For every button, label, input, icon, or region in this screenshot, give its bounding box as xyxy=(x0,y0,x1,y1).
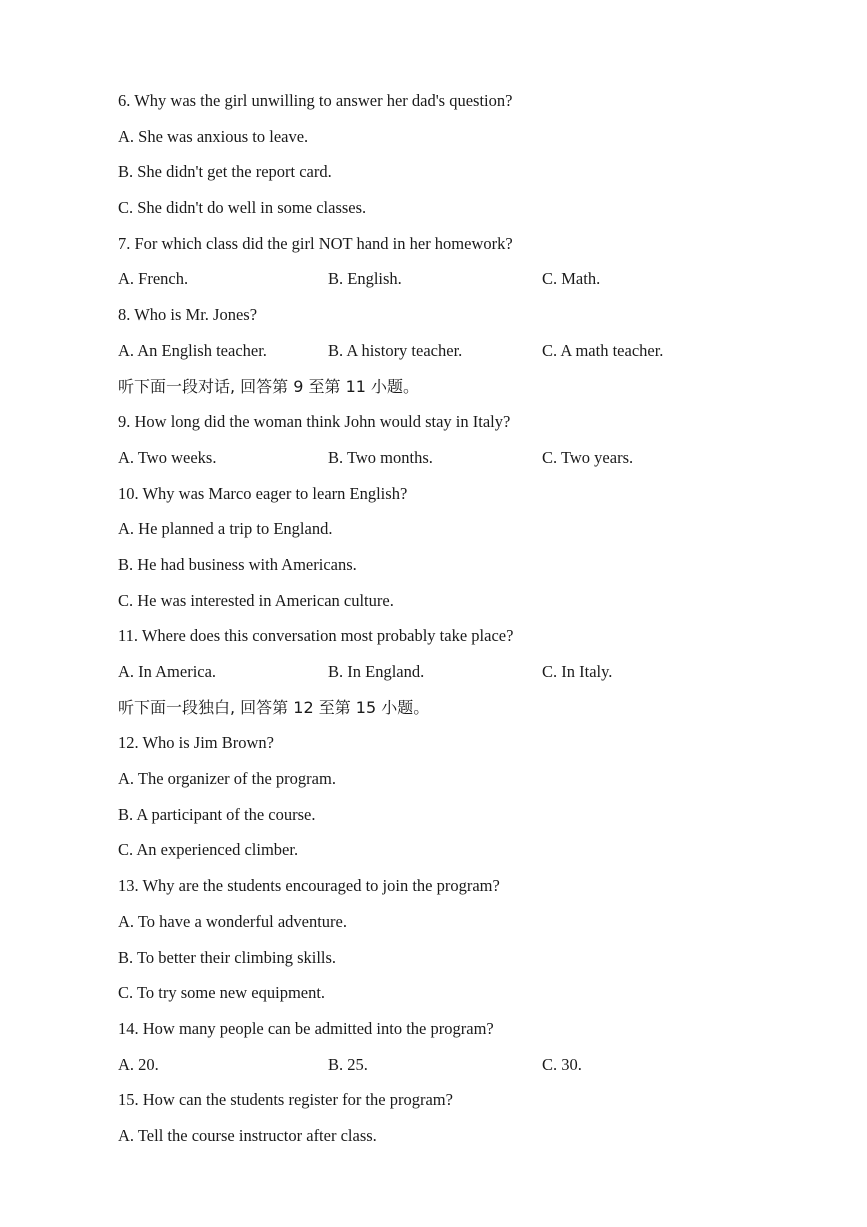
section-instruction: 听下面一段独白, 回答第 12 至第 15 小题。 xyxy=(118,697,430,717)
option-text: A. He planned a trip to England. xyxy=(118,519,333,539)
option-text: C. To try some new equipment. xyxy=(118,983,326,1003)
option-text: B. A participant of the course. xyxy=(118,804,316,824)
option-b: B. 25. xyxy=(328,1054,368,1074)
option-a: A. Two weeks. xyxy=(118,447,217,467)
option-text: B. To better their climbing skills. xyxy=(118,947,337,967)
question-text: 10. Why was Marco eager to learn English? xyxy=(118,483,408,503)
option-row xyxy=(118,447,818,483)
option-c: C. In Italy. xyxy=(542,662,613,681)
option-row xyxy=(118,268,818,304)
option-text: A. The organizer of the program. xyxy=(118,769,336,789)
option-text: B. She didn't get the report card. xyxy=(118,162,332,182)
question-text: 12. Who is Jim Brown? xyxy=(118,733,274,753)
question-text: 7. For which class did the girl NOT hand in her homework? xyxy=(118,233,513,253)
option-row xyxy=(118,340,818,376)
option-row xyxy=(118,1054,818,1090)
option-b: B. In England. xyxy=(328,662,425,681)
option-text: C. She didn't do well in some classes. xyxy=(118,198,367,218)
question-text: 9. How long did the woman think John would stay in Italy? xyxy=(118,412,511,432)
option-row xyxy=(118,661,818,697)
option-text: A. Tell the course instructor after class. xyxy=(118,1125,377,1145)
option-text: A. She was anxious to leave. xyxy=(118,126,309,146)
question-text: 13. Why are the students encouraged to join the program? xyxy=(118,876,500,896)
option-text: A. To have a wonderful adventure. xyxy=(118,911,348,931)
option-a: A. An English teacher. xyxy=(118,340,267,360)
question-text: 15. How can the students register for the program? xyxy=(118,1090,453,1110)
option-b: B. A history teacher. xyxy=(328,340,463,360)
option-c: C. 30. xyxy=(542,1054,582,1074)
option-a: A. French. xyxy=(118,269,189,289)
option-c: C. Math. xyxy=(542,269,601,289)
question-list xyxy=(118,90,818,1161)
question-text: 14. How many people can be admitted into the program? xyxy=(118,1018,494,1038)
question-text: 11. Where does this conversation most probably take place? xyxy=(118,626,514,646)
option-c: C. Two years. xyxy=(542,447,634,467)
option-text: C. An experienced climber. xyxy=(118,840,299,860)
question-text: 8. Who is Mr. Jones? xyxy=(118,305,258,325)
option-text: C. He was interested in American culture. xyxy=(118,590,394,610)
option-a: A. In America. xyxy=(118,662,217,681)
option-a: A. 20. xyxy=(118,1054,159,1074)
question-text: 6. Why was the girl unwilling to answer her dad's question? xyxy=(118,91,513,110)
section-instruction: 听下面一段对话, 回答第 9 至第 11 小题。 xyxy=(118,376,420,396)
option-b: B. Two months. xyxy=(328,447,433,467)
option-b: B. English. xyxy=(328,269,402,289)
option-c: C. A math teacher. xyxy=(542,340,664,360)
option-text: B. He had business with Americans. xyxy=(118,554,357,574)
